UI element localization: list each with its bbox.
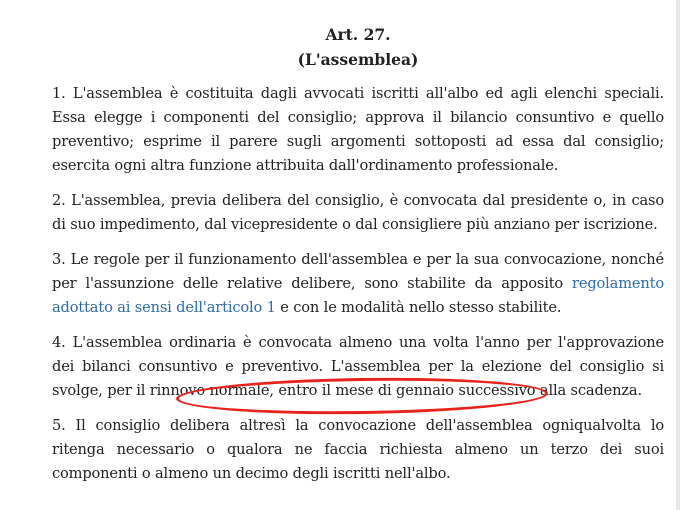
paragraph-2: 2. L'assemblea, previa delibera del consiglio, è convocata dal presidente o, in caso di suo impedimento, dal vicepresidente o dal consigliere più anziano per iscrizione. (52, 192, 664, 233)
paragraph-3-text-start: 3. Le regole per il funzionamento dell'assemblea e per la sua convocazione, nonché per l'assunzione delle relative delibere, sono stabilite da apposito (52, 251, 664, 292)
paragraph-4-text-start: 4. L'assemblea ordinaria è convocata almeno una volta l'anno per l'approvazione dei bilanci consuntivo e preventivo. L'assemblea per la elezione del consiglio si svolge, per il rinnovo normale, (52, 334, 664, 399)
paragraph-5: 5. Il consiglio delibera altresì la convocazione dell'assemblea ogniqualvolta lo ritenga necessario o qualora ne faccia richiesta almeno un terzo dei suoi componenti o almeno un decimo degli iscritti nell'albo. (52, 417, 664, 482)
paragraph-3 (52, 248, 664, 320)
paragraph-3-text-end: e con le modalità nello stesso stabilite. (275, 299, 562, 316)
paragraph-4 (52, 331, 664, 403)
article-title: (L'assemblea) (297, 50, 419, 69)
highlighted-deadline-text: entro il mese di gennaio successivo alla scadenza. (278, 382, 642, 399)
article-heading (52, 22, 664, 72)
right-edge-rule (676, 0, 680, 510)
regolamento-link[interactable]: regolamento adottato ai sensi dell'articolo 1 (52, 275, 664, 316)
paragraph-1: 1. L'assemblea è costituita dagli avvocati iscritti all'albo ed agli elenchi speciali. Essa elegge i componenti del consiglio; approva il bilancio consuntivo e quello preventivo; esprime il parere sugli argomenti sottoposti ad essa dal consiglio; esercita ogni altra funzione attribuita dall'ordinamento professionale. (52, 85, 664, 174)
article-number: Art. 27. (325, 25, 391, 44)
